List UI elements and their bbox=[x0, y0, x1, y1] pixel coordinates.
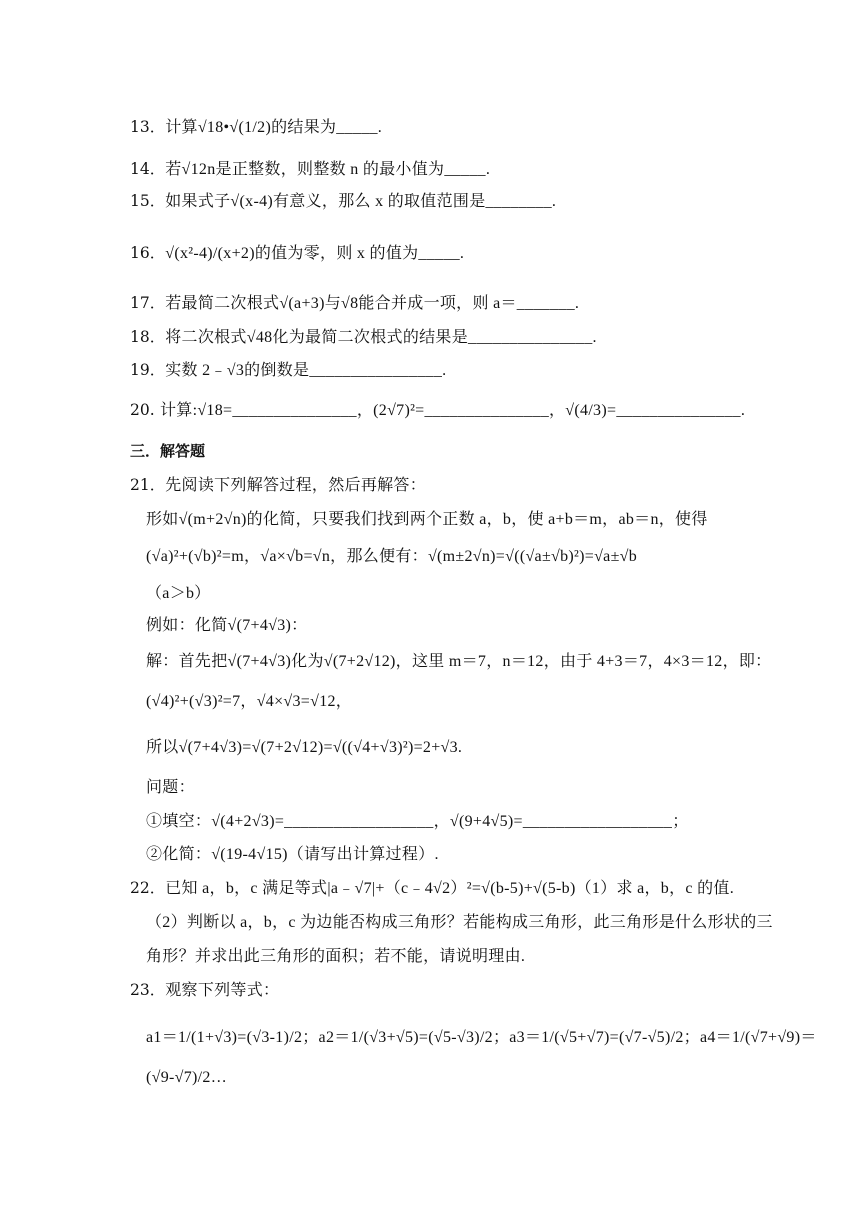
section-heading: 三．解答题 bbox=[130, 442, 206, 460]
question-21-solution-3: 所以√(7+4√3)=√(7+2√12)=√((√4+√3)²)=2+√3. bbox=[146, 739, 463, 756]
question-21-solution-2: (√4)²+(√3)²=7，√4×√3=√12， bbox=[146, 693, 353, 710]
question-20: 20. 计算:√18=_______________，(2√7)²=_______________，√(4/3)=_______________. bbox=[130, 401, 746, 419]
question-21: 21．先阅读下列解答过程，然后再解答： bbox=[130, 476, 427, 494]
question-21-problem-label: 问题： bbox=[146, 779, 195, 796]
question-22-line-3: 角形？并求出此三角形的面积；若不能，请说明理由. bbox=[146, 948, 526, 965]
question-21-solution: 解：首先把√(7+4√3)化为√(7+2√12)，这里 m＝7，n＝12，由于 4+3＝7，4×3＝12，即： bbox=[146, 653, 772, 670]
question-22: 22．已知 a，b，c 满足等式|a﹣√7|+（c﹣4√2）²=√(b-5)+√(5-b)（1）求 a，b，c 的值. bbox=[130, 879, 735, 897]
question-21-line-3: （a＞b） bbox=[146, 585, 211, 602]
question-22-line-2: （2）判断以 a，b，c 为边能否构成三角形？若能构成三角形，此三角形是什么形状的三 bbox=[146, 914, 773, 931]
question-21-simplify: ②化简：√(19-4√15)（请写出计算过程）. bbox=[146, 846, 439, 863]
question-23-equations-2: (√9-√7)/2… bbox=[146, 1069, 227, 1086]
question-16: 16．√(x²-4)/(x+2)的值为零，则 x 的值为_____. bbox=[130, 244, 465, 262]
question-14: 14．若√12n是正整数，则整数 n 的最小值为_____. bbox=[130, 160, 491, 178]
question-23-equations: a1＝1/(1+√3)=(√3-1)/2；a2＝1/(√3+√5)=(√5-√3)/2；a3＝1/(√5+√7)=(√7-√5)/2；a4＝1/(√7+√9)＝ bbox=[146, 1029, 817, 1046]
question-19: 19．实数 2﹣√3的倒数是________________. bbox=[130, 361, 447, 379]
question-21-line-2: (√a)²+(√b)²=m，√a×√b=√n，那么便有：√(m±2√n)=√((√a±√b)²)=√a±√b bbox=[146, 548, 638, 565]
question-17: 17．若最简二次根式√(a+3)与√8能合并成一项，则 a＝_______. bbox=[130, 294, 580, 312]
question-21-example: 例如：化简√(7+4√3)： bbox=[146, 617, 308, 634]
question-23: 23．观察下列等式： bbox=[130, 981, 280, 999]
question-13: 13．计算√18•√(1/2)的结果为_____. bbox=[130, 118, 383, 136]
question-21-line-1: 形如√(m+2√n)的化简，只要我们找到两个正数 a，b，使 a+b＝m，ab＝n，使得 bbox=[146, 511, 708, 528]
question-21-fill-blank: ①填空：√(4+2√3)=__________________，√(9+4√5)=__________________； bbox=[146, 813, 689, 830]
question-15: 15．如果式子√(x-4)有意义，那么 x 的取值范围是________. bbox=[130, 192, 557, 210]
question-18: 18．将二次根式√48化为最简二次根式的结果是_______________. bbox=[130, 328, 597, 346]
